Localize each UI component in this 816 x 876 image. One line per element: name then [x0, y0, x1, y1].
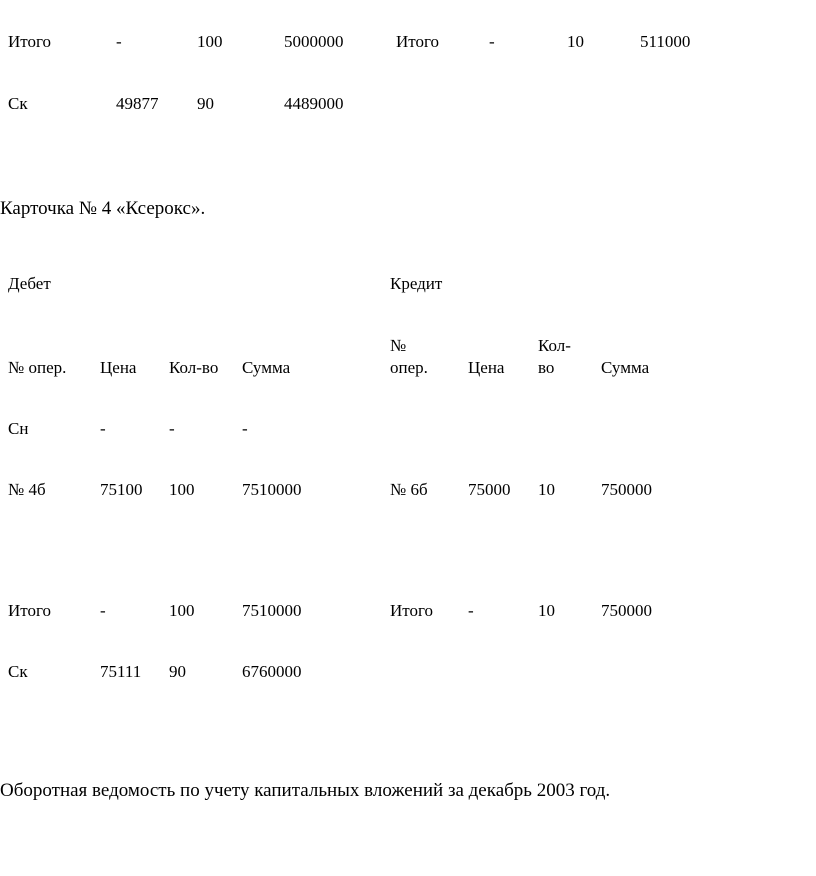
- cell: -: [116, 32, 122, 51]
- cell: -: [100, 601, 106, 620]
- cell: № 6б: [390, 480, 428, 499]
- cell: -: [169, 419, 175, 438]
- header-credit-op-line1: №: [390, 336, 407, 355]
- turnover-statement-title: Оборотная ведомость по учету капитальных вложений за декабрь 2003 год.: [0, 780, 611, 801]
- cell: 75100: [100, 480, 143, 499]
- header-credit-op-line2: опер.: [390, 358, 428, 377]
- cell: Итого: [390, 601, 434, 620]
- cell: -: [242, 419, 248, 438]
- cell: 90: [169, 662, 186, 681]
- cell: 75000: [468, 480, 511, 499]
- cell: 100: [169, 480, 195, 499]
- header-credit-qty-line1: Кол-: [538, 336, 571, 355]
- header-qty: Кол-во: [169, 358, 219, 377]
- cell: 100: [197, 32, 223, 51]
- cell: Итого: [8, 601, 52, 620]
- header-price: Цена: [100, 358, 137, 377]
- card-title: Карточка № 4 «Ксерокс».: [0, 198, 206, 219]
- cell: 4489000: [284, 94, 344, 113]
- debit-label: Дебет: [8, 274, 51, 293]
- cell: Ск: [8, 94, 28, 113]
- cell: 750000: [601, 480, 652, 499]
- cell: № 4б: [8, 480, 46, 499]
- cell: -: [100, 419, 106, 438]
- cell: 49877: [116, 94, 159, 113]
- cell: Ск: [8, 662, 28, 681]
- cell: -: [468, 601, 474, 620]
- cell: 7510000: [242, 601, 302, 620]
- cell: 10: [538, 601, 555, 620]
- cell: 10: [567, 32, 584, 51]
- cell: 100: [169, 601, 195, 620]
- cell: 6760000: [242, 662, 302, 681]
- cell: 10: [538, 480, 555, 499]
- cell: 7510000: [242, 480, 302, 499]
- cell: 75111: [100, 662, 142, 681]
- cell: Итого: [8, 32, 52, 51]
- credit-label: Кредит: [390, 274, 443, 293]
- header-credit-qty-line2: во: [538, 358, 555, 377]
- cell: 750000: [601, 601, 652, 620]
- cell: -: [489, 32, 495, 51]
- cell: Итого: [396, 32, 440, 51]
- header-credit-price: Цена: [468, 358, 505, 377]
- cell: 90: [197, 94, 214, 113]
- header-op: № опер.: [8, 358, 67, 377]
- header-sum: Сумма: [242, 358, 291, 377]
- cell: Сн: [8, 419, 29, 438]
- header-credit-sum: Сумма: [601, 358, 650, 377]
- cell: 511000: [640, 32, 691, 51]
- cell: 5000000: [284, 32, 344, 51]
